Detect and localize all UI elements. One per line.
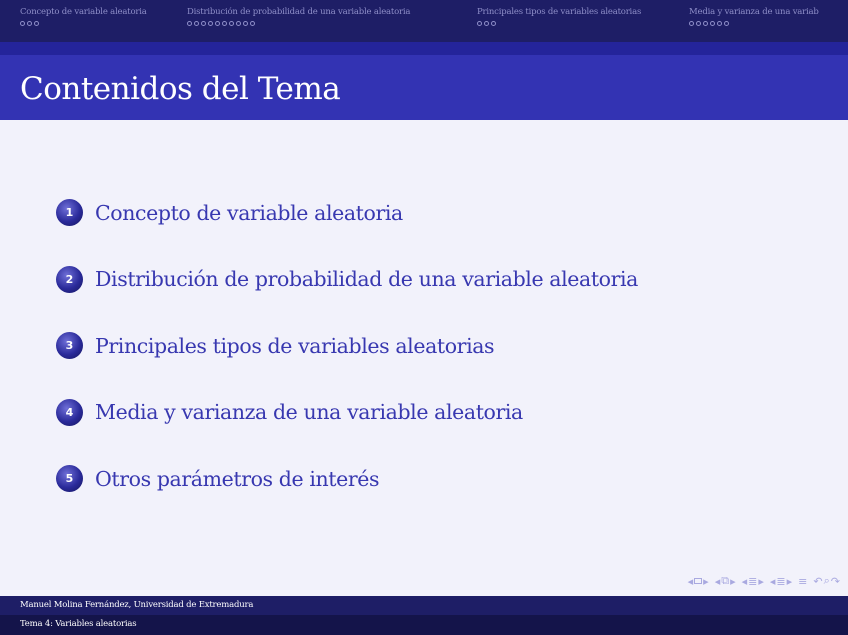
- footer-author: Manuel Molina Fernández, Universidad de Extremadura: [20, 600, 254, 610]
- toc-item-label[interactable]: Otros parámetros de interés: [95, 466, 380, 491]
- nav-section-dots: [187, 21, 410, 28]
- frame-dot-icon[interactable]: [34, 21, 39, 26]
- toc-item-label[interactable]: Principales tipos de variables aleatorias: [95, 333, 495, 358]
- frame-dot-icon[interactable]: [491, 21, 496, 26]
- subsection-prev-icon[interactable]: ◂: [714, 574, 721, 588]
- search-navigation: [813, 574, 840, 588]
- nav-section-title[interactable]: Concepto de variable aleatoria: [20, 7, 147, 17]
- item-number-ball-icon: 1: [56, 199, 83, 226]
- search-forward-icon[interactable]: ↷: [830, 574, 840, 588]
- frame-prev-icon[interactable]: ◂: [687, 574, 694, 588]
- nav-section-title[interactable]: Media y varianza de una variab: [689, 7, 819, 17]
- nav-section-title[interactable]: Distribución de probabilidad de una variable aleatoria: [187, 7, 411, 17]
- frame-dot-icon[interactable]: [222, 21, 227, 26]
- frame-dot-icon[interactable]: [215, 21, 220, 26]
- nav-section-title[interactable]: Principales tipos de variables aleatorias: [477, 7, 642, 17]
- document-navigation: [770, 575, 792, 588]
- frame-dot-icon[interactable]: [194, 21, 199, 26]
- frame-dot-icon[interactable]: [187, 21, 192, 26]
- frame-dot-icon[interactable]: [696, 21, 701, 26]
- frame-dot-icon[interactable]: [703, 21, 708, 26]
- footer-topic-bar: [0, 615, 848, 635]
- section-navigation-bar: [0, 0, 848, 42]
- toc-item-3[interactable]: [56, 329, 638, 362]
- toc-item-label[interactable]: Distribución de probabilidad de una variable aleatoria: [95, 267, 639, 291]
- frame-dot-icon[interactable]: [201, 21, 206, 26]
- subsection-next-icon[interactable]: ▸: [730, 574, 736, 588]
- toc-item-label[interactable]: Media y varianza de una variable aleatoria: [95, 400, 523, 424]
- nav-section-3[interactable]: [477, 7, 641, 28]
- toc-item-label[interactable]: Concepto de variable aleatoria: [95, 200, 403, 225]
- nav-section-1[interactable]: [20, 7, 147, 28]
- header-divider-strip: [0, 42, 848, 55]
- frame-dot-icon[interactable]: [477, 21, 482, 26]
- item-number-ball-icon: 5: [56, 465, 83, 492]
- frame-dot-icon[interactable]: [236, 21, 241, 26]
- item-number-ball-icon: 2: [56, 266, 83, 293]
- frame-dot-icon[interactable]: [208, 21, 213, 26]
- frame-title-bar: [0, 55, 848, 120]
- frame-dot-icon[interactable]: [243, 21, 248, 26]
- nav-section-dots: [20, 21, 147, 28]
- page-title: Contenidos del Tema: [20, 71, 341, 107]
- doc-next-icon[interactable]: ▸: [786, 574, 793, 588]
- search-icon[interactable]: ⌕: [823, 574, 830, 587]
- toc-item-1[interactable]: [56, 196, 638, 229]
- nav-section-2[interactable]: [187, 7, 410, 28]
- frame-next-icon[interactable]: ▸: [703, 574, 709, 588]
- toc-item-2[interactable]: [56, 263, 638, 296]
- frame-dot-icon[interactable]: [250, 21, 255, 26]
- frame-dot-icon[interactable]: [710, 21, 715, 26]
- section-next-icon[interactable]: ▸: [758, 574, 764, 588]
- subsection-icon: ⧉: [721, 574, 730, 587]
- align-icon[interactable]: ≡: [798, 574, 808, 588]
- frame-dot-icon[interactable]: [484, 21, 489, 26]
- doc-prev-icon[interactable]: ◂: [769, 574, 776, 588]
- item-number-ball-icon: 3: [56, 332, 83, 359]
- section-navigation: [742, 575, 764, 588]
- subsection-navigation: [715, 574, 736, 588]
- toc-item-4[interactable]: [56, 396, 638, 429]
- frame-icon: [694, 578, 702, 584]
- frame-dot-icon[interactable]: [689, 21, 694, 26]
- document-icon: ≣: [776, 574, 786, 588]
- toc-item-5[interactable]: [56, 462, 638, 495]
- footer-author-bar: [0, 596, 848, 615]
- section-icon: ≣: [748, 574, 758, 588]
- section-prev-icon[interactable]: ◂: [741, 574, 748, 588]
- nav-section-dots: [477, 21, 641, 28]
- table-of-contents: [56, 196, 638, 529]
- frame-dot-icon[interactable]: [717, 21, 722, 26]
- search-back-icon[interactable]: ↶: [813, 574, 823, 588]
- nav-section-4[interactable]: [689, 7, 819, 28]
- item-number-ball-icon: 4: [56, 399, 83, 426]
- frame-dot-icon[interactable]: [229, 21, 234, 26]
- frame-navigation: [688, 575, 709, 588]
- frame-dot-icon[interactable]: [27, 21, 32, 26]
- beamer-navigation-symbols: [688, 574, 840, 588]
- footer-topic: Tema 4: Variables aleatorias: [20, 619, 137, 629]
- frame-dot-icon[interactable]: [20, 21, 25, 26]
- nav-section-dots: [689, 21, 819, 28]
- frame-dot-icon[interactable]: [724, 21, 729, 26]
